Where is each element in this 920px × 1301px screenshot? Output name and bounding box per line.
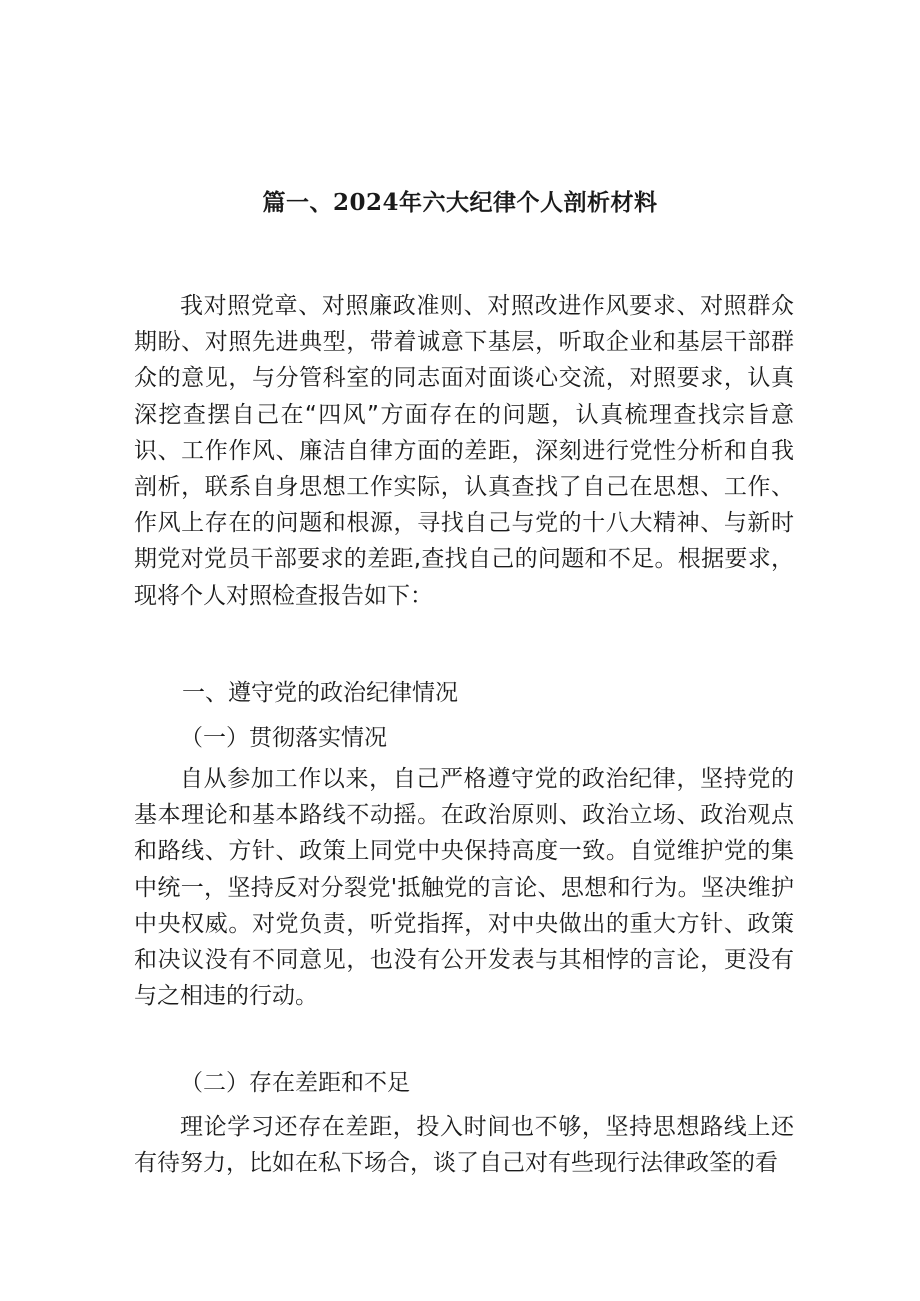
subsection-2-paragraph: 理论学习还存在差距，投入时间也不够，坚持思想路线上还有待努力，比如在私下场合，谈了自己对有些现行法律政筌的看 [134,1114,794,1177]
section-heading-1: 一、遵守党的政治纪律情况 [182,680,458,706]
intro-paragraph: 我对照党章、对照廉政准则、对照改进作风要求、对照群众期盼、对照先进典型，带着诚意下基层，听取企业和基层干部群众的意见，与分管科室的同志面对面谈心交流，对照要求，认真深挖查摆自己在“四风”方面存在的问题，认真梳理查找宗旨意识、工作作风、廉洁自律方面的差距，深刻进行党性分析和自我剖析，联系自身思想工作实际，认真查找了自己在思想、工作、作风上存在的问题和根源，寻找自己与党的十八大精神、与新时期党对党员干部要求的差距,查找自己的问题和不足。根据要求，现将个人对照检查报告如下： [134,293,794,609]
subsection-heading-2: （二）存在差距和不足 [180,1070,410,1096]
subsection-1-paragraph: 自从参加工作以来，自己严格遵守党的政治纪律，坚持党的基本理论和基本路线不动摇。在政治原则、政治立场、政治观点和路线、方针、政策上同党中央保持高度一致。自觉维护党的集中统一，坚持反对分裂党'抵触党的言论、思想和行为。坚决维护中央权威。对党负责，听党指挥，对中央做出的重大方针、政策和决议没有不同意见，也没有公开发表与其相悖的言论，更没有与之相违的行动。 [134,766,794,1010]
subsection-heading-1: （一）贯彻落实情况 [180,725,387,751]
document-title: 篇一、2024年六大纪律个人剖析材料 [262,189,658,216]
